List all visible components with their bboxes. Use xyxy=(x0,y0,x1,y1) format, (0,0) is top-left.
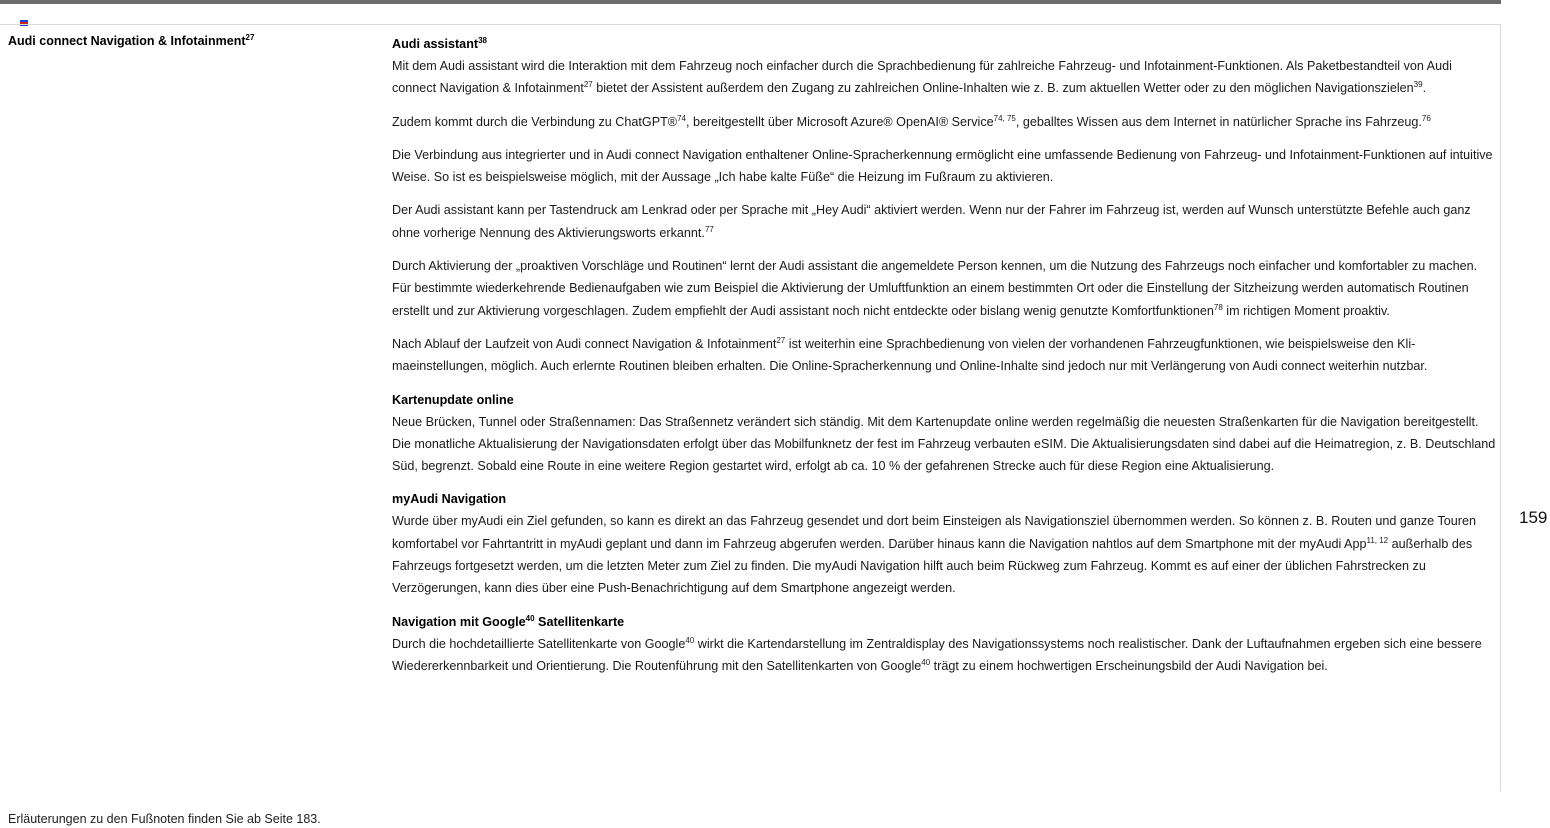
paragraph: Neue Brücken, Tunnel oder Straßennamen: Das Straßennetz verändert sich ständig. Mit dem Kartenupdate online werden regelmäßig die neuesten Straßenkarten für die Navigation bereitgestellt. Die monatliche Aktualisierung der Navigationsdaten erfolgt über das Mobilfunknetz der fest im Fahrzeug verbauten eSIM. Die Aktualisierungsdaten sind dabei auf die Heimatregion, z. B. Deutschland Süd, begrenzt. Sobald eine Route in eine weitere Region gestartet wird, erfolgt ab ca. 10 % der gefahrenen Strecke auch für diese Region eine Aktualisierung. xyxy=(392,414,1496,474)
sidebar-label: Audi connect Navigation & Infotainment$^{27}$ xyxy=(8,33,255,48)
paragraph: Die Verbindung aus integrierter und in Audi connect Navigation enthaltener Online-Spracherkennung ermöglicht eine umfassende Bedienung von Fahrzeug- und Infotainment-Funktionen auf intuitive Weise. So ist es beispielsweise möglich, mit der Aussage „Ich habe kalte Füße“ die Heizung im Fußraum zu aktivieren. xyxy=(392,147,1493,185)
main-content xyxy=(392,33,1496,688)
section-title: Navigation mit Google$^{40}$ Satellitenkarte xyxy=(392,613,625,629)
paragraph: Wurde über myAudi ein Ziel gefunden, so kann es direkt an das Fahrzeug gesendet und dort beim Einsteigen als Navigationsziel übernommen werden. So können z. B. Routen und ganze Touren komfortabel vor Fahrtantritt in myAudi geplant und dann im Fahrzeug abgerufen werden. Darüber hinaus kann die Navigation nahtlos auf dem Smartphone mit der myAudi App$^{11, 12}$ außerhalb des Fahrzeugs fortgesetzt werden, um die letzten Meter zum Ziel zu finden. Die myAudi Navigation hilft auch beim Rückweg zum Fahrzeug. Kommt es auf einer der üblichen Fahrstrecken zu Verzögerungen, kann dies über eine Push-Benachrichtigung auf dem Smartphone angezeigt werden. xyxy=(392,514,1476,596)
section-title: Audi assistant$^{38}$ xyxy=(392,36,487,51)
footnote-reference: Erläuterungen zu den Fußnoten finden Sie ab Seite 183. xyxy=(8,812,321,826)
section-myaudi-navigation xyxy=(392,488,1496,599)
section-audi-assistant xyxy=(392,33,1496,378)
section-title: Kartenupdate online xyxy=(392,392,514,407)
paragraph: Der Audi assistant kann per Tastendruck am Lenkrad oder per Sprache mit „Hey Audi“ aktiviert werden. Wenn nur der Fahrer im Fahrzeug ist, werden auf Wunsch unterstützte Befehle auch ganz ohne vorherige Nennung des Aktivierungsworts erkannt.$^{77}$ xyxy=(392,203,1471,240)
paragraph: Durch die hochdetaillierte Satellitenkarte von Google$^{40}$ wirkt die Kartendarstellung im Zentraldisplay des Navigationssystems noch realistischer. Dank der Luftaufnahmen ergeben sich eine bessere Wiedererkennbarkeit und Orientierung. Die Routenführung mit den Satellitenkarten von Google$^{40}$ trägt zu einem hochwertigen Erscheinungsbild der Audi Navigation bei. xyxy=(392,635,1482,673)
paragraph: Mit dem Audi assistant wird die Interaktion mit dem Fahrzeug noch einfacher durch die Sprachbedienung für zahlreiche Fahrzeug- und Infotainment-Funktionen. Als Paketbestandteil von Audi connect Navigation & Infotainment$^{27}$ bietet der Assistent außerdem den Zugang zu zahlreichen Online-Inhalten wie z. B. zum aktuellen Wetter oder zu den möglichen Navigationszielen$^{39}$. xyxy=(392,59,1452,96)
paragraph: Zudem kommt durch die Verbindung zu ChatGPT®$^{74}$, bereitgestellt über Microsoft Azure® OpenAI® Service$^{74, 75}$, geballtes Wissen aus dem Internet in natürlicher Sprache ins Fahrzeug.$^{76}$ xyxy=(392,113,1431,129)
paragraph: Durch Aktivierung der „proaktiven Vorschläge und Routinen“ lernt der Audi assistant die angemeldete Person kennen, um die Nutzung des Fahrzeugs noch einfacher und komfortabler zu machen. Für bestimmte wiederkehrende Bedienaufgaben wie zum Beispiel die Aktivierung der Umluftfunktion an einem bestimmten Ort oder die Einstellung der Sitzheizung werden automatisch Routinen erstellt und zur Aktivierung vorgeschlagen. Zudem empfiehlt der Audi assistant noch nicht entdeckte oder bislang wenig genutzte Komfortfunktionen$^{78}$ im richtigen Moment proaktiv. xyxy=(392,259,1478,318)
section-title: myAudi Navigation xyxy=(392,492,507,507)
page-number: 159 xyxy=(1519,508,1548,527)
section-google-satellitenkarte xyxy=(392,611,1496,678)
paragraph: Nach Ablauf der Laufzeit von Audi connect Navigation & Infotainment$^{27}$ ist weiterhin eine Sprachbedienung von vielen der vorhandenen Fahrzeugfunktionen, wie beispielsweise den Klimaeinstellungen, möglich. Auch erlernte Routinen bleiben erhalten. Die Online-Spracherkennung und Online-Inhalte sind jedoch nur mit Verlängerung von Audi connect weiterhin nutzbar. xyxy=(392,335,1428,374)
top-rule xyxy=(0,0,1501,4)
section-kartenupdate xyxy=(392,389,1496,478)
